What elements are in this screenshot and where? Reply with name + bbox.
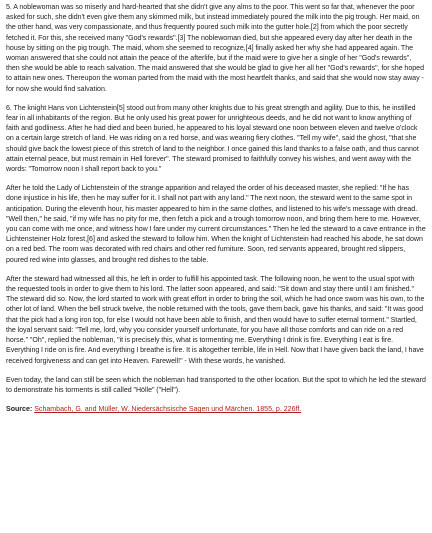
paragraph-tale-6-epilogue: Even today, the land can still be seen which the nobleman had transported to the other location. But the spot to which he led the steward to demonstrate his torments is still called "Hölle" ("Hell").	[6, 376, 426, 394]
paragraph-tale-5: 5. A noblewoman was so miserly and hard-hearted that she didn't give any alms to the poor. This went so far that, whenever the poor asked for such, she didn't even give them any skimmed milk, but instead immediately poured the milk into the pig trough. Her maid, on the other hand, was very compassionate, and thus frequently poured such milk into the gutter hole.[2] from which the poor secretly fetched it. For this, she received many "God's rewards".[3] The noblewoman died, but she appeared every day after her death in the house by sitting on the pig trough. The maid, whom she seemed to recognize,[4] finally asked her why she had appeared again. The woman answered that she could not attain the peace of the afterlife, but if the maid were to give her a single of her "God's rewards", then she would be able to reach salvation. The maid answered that she would be glad to give her all her "God's rewards", for she hoped to attain new ones. Thereupon the woman parted from the maid with the most heartfelt thanks, and said that she would now stay away - for now she would find salvation.	[6, 4, 425, 93]
paragraph-tale-6: 6. The knight Hans von Lichtenstein[5] stood out from many other knights due to his great strength and agility. Due to this, he instilled fear in all inhabitants of the region. But he only used his great power for unrighteous deeds, and he did not want to know anything of faith and godliness. After he had died and been buried, he appeared to his loyal steward one noon between eleven and twelve o'clock on a certain large stretch of land. He was riding on a red horse, and was wearing fiery clothes. "Tell my wife", said the ghost, "that she should give back the lowest piece of this stretch of land to the neighbor. I once gained this land thanks to a false oath, and thus cannot attain eternal peace, but must remain in Hell forever". The steward promised to faithfully convey his wishes, and went away with the words: "Tomorrow noon I shall report back to you."	[6, 104, 419, 174]
source-citation	[6, 405, 426, 415]
source-link[interactable]: Schambach, G. and Müller, W. Niedersächsische Sagen und Märchen. 1855, p. 226ff.	[34, 406, 302, 414]
source-label: Source:	[6, 406, 33, 414]
paragraph-tale-6-continued: After he told the Lady of Lichtenstein of the strange apparition and relayed the order of his deceased master, she replied: "If he has done injustice in his life, then he may suffer for it. I shall not part with any land." The next noon, the steward went to the same spot in anticipation. During the eleventh hour, his master appeared to him in the same clothes, and listened to his wife's message with dread. "Well then," he said, "if my wife has no pity for me, then fetch a pick and a trough tomorrow noon, and bring them here to me. However, you can come with me once, and witness how I fare under my current circumstances." Then he led the steward to a cave entrance in the Lichtensteiner Holz forest,[6] and asked the steward to follow him. When the knight of Lichtenstein had reached his abode, he sat down on a red bed. The room was decorated with red chairs and other red furniture. Soon, red servants appeared, brought red slippers, poured red wine into glasses, and brought red dishes to the table.	[6, 185, 426, 264]
paragraph-tale-6-steward: After the steward had witnessed all this, he left in order to fulfill his appointed task. The following noon, he went to the usual spot with the requested tools in order to give them to his lord. The latter soon appeared, and said: "Sit down and stay there until I am finished." The steward did so. Now, the lord started to work with great effort in order to bring the soil, which he had once sworn was his own, to the other lot of land. When the bell struck twelve, the noble returned with the tools, gave them back, gave his thanks, and said: "It was good that the pick had a long iron top, for else I would not have been able to finish, and then would have to suffer eternal torment." Startled, the loyal servant said: "Tell me, lord, why you consider yourself unfortunate, for you have all those comforts and can ride on a red horse." "Oh", replied the nobleman, "it is precisely this, what is tormenting me. Everything I drink is fire. Everything I eat is fire. Everything I ride on is fire. And everything I breathe is fire. It is altogether terrible, life in Hell. Now that I have given back the land, I have received forgiveness and can get into Heaven. Farewell!" - With these words, he vanished.	[6, 275, 425, 365]
